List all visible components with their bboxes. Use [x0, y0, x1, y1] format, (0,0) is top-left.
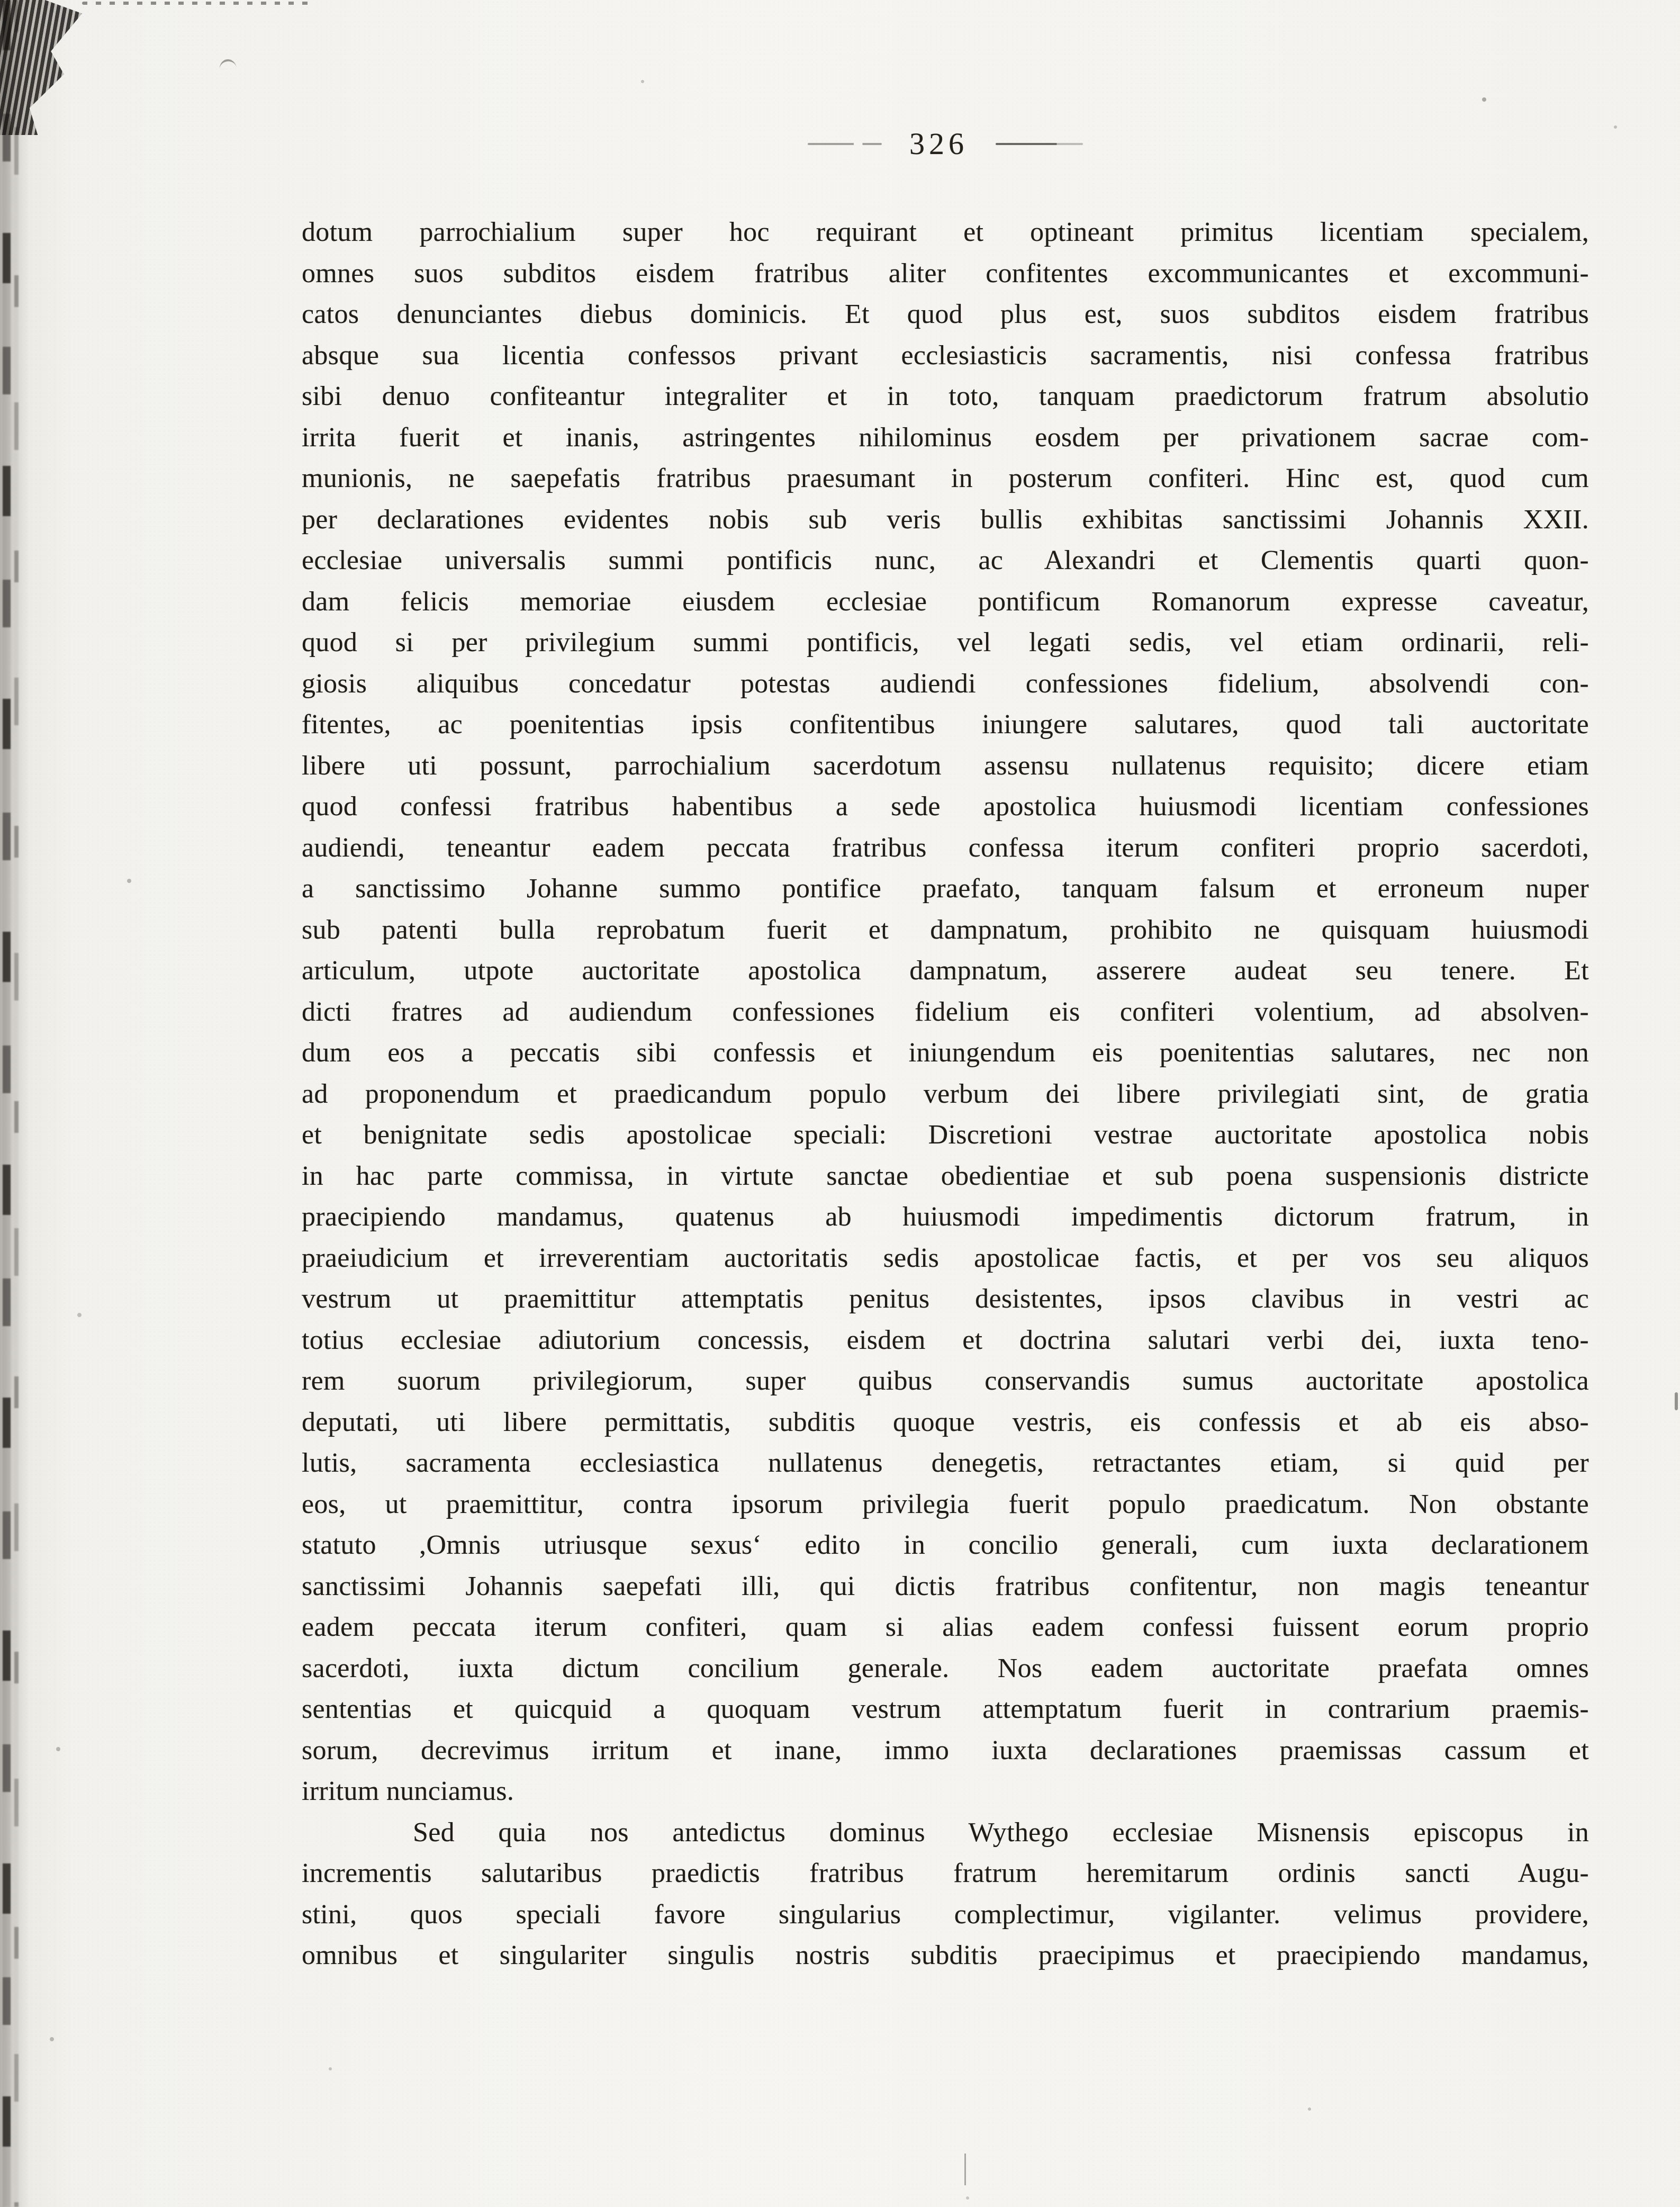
text-line: sanctissimi Johannis saepefati illi, qui dictis fratribus confitentur, non magis teneantur	[302, 1571, 1589, 1601]
text-line: eadem peccata iterum confiteri, quam si alias eadem confessi fuissent eorum proprio	[302, 1612, 1589, 1642]
text-line: eos, ut praemittitur, contra ipsorum privilegia fuerit populo praedicatum. Non obstante	[302, 1489, 1589, 1519]
text-line: sorum, decrevimus irritum et inane, immo iuxta declarationes praemissas cassum et	[302, 1735, 1589, 1765]
text-line: a sanctissimo Johanne summo pontifice praefato, tanquam falsum et erroneum nuper	[302, 873, 1589, 904]
paper-specks-artifact	[0, 0, 2, 2]
text-line: quod confessi fratribus habentibus a sede apostolica huiusmodi licentiam confessiones	[302, 791, 1589, 822]
text-line: et benignitate sedis apostolicae speciali: Discretioni vestrae auctoritate apostolica nobis	[302, 1120, 1589, 1150]
text-line: sententias et quicquid a quoquam vestrum attemptatum fuerit in contrarium praemis-	[302, 1694, 1589, 1724]
text-block	[302, 212, 1589, 1976]
right-edge-mark	[1675, 1392, 1678, 1410]
header-rule-right	[996, 143, 1083, 145]
text-line: ad proponendum et praedicandum populo verbum dei libere privilegiati sint, de gratia	[302, 1078, 1589, 1109]
top-edge-dots-artifact	[82, 2, 310, 5]
text-line: totius ecclesiae adiutorium concessis, eisdem et doctrina salutari verbi dei, iuxta teno-	[302, 1325, 1589, 1355]
text-line: quod si per privilegium summi pontificis, vel legati sedis, vel etiam ordinarii, reli-	[302, 627, 1589, 657]
text-line: audiendi, teneantur eadem peccata fratribus confessa iterum confiteri proprio sacerdoti,	[302, 832, 1589, 863]
text-line: libere uti possunt, parrochialium sacerdotum assensu nullatenus requisito; dicere etiam	[302, 750, 1589, 781]
text-line: praeiudicium et irreverentiam auctoritatis sedis apostolicae factis, et per vos seu aliquos	[302, 1242, 1589, 1273]
text-line: giosis aliquibus concedatur potestas audiendi confessiones fidelium, absolvendi con-	[302, 668, 1589, 699]
text-line: incrementis salutaribus praedictis fratribus fratrum heremitarum ordinis sancti Augu-	[302, 1858, 1589, 1888]
text-line: vestrum ut praemittitur attemptatis penitus desistentes, ipsos clavibus in vestri ac	[302, 1284, 1589, 1314]
text-line: munionis, ne saepefatis fratribus praesumant in posterum confiteri. Hinc est, quod cum	[302, 463, 1589, 493]
text-line: stini, quos speciali favore singularius complectimur, vigilanter. velimus providere,	[302, 1899, 1589, 1930]
bottom-scratch-mark	[964, 2154, 966, 2185]
page-number: 326	[909, 127, 968, 161]
text-line: sibi denuo confiteantur integraliter et in toto, tanquam praedictorum fratrum absolutio	[302, 381, 1589, 411]
text-line: omnibus et singulariter singulis nostris subditis praecipimus et praecipiendo mandamus,	[302, 1940, 1589, 1970]
text-line: omnes suos subditos eisdem fratribus aliter confitentes excommunicantes et excommuni-	[302, 258, 1589, 289]
text-line: dicti fratres ad audiendum confessiones fidelium eis confiteri volentium, ad absolven-	[302, 996, 1589, 1027]
corner-ink-blot-artifact	[0, 0, 82, 135]
text-line: dum eos a peccatis sibi confessis et iniungendum eis poenitentias salutares, nec non	[302, 1038, 1589, 1068]
text-line: irritum nunciamus.	[302, 1776, 514, 1806]
paragraph	[302, 1812, 1589, 1976]
text-line: irrita fuerit et inanis, astringentes nihilominus eosdem per privationem sacrae com-	[302, 422, 1589, 453]
text-line: statuto ,Omnis utriusque sexus‘ edito in concilio generali, cum iuxta declarationem	[302, 1530, 1589, 1560]
text-line: Sed quia nos antedictus dominus Wythego ecclesiae Misnensis episcopus in	[413, 1817, 1589, 1848]
text-line: ecclesiae universalis summi pontificis nunc, ac Alexandri et Clementis quarti quon-	[302, 545, 1589, 575]
text-line: sacerdoti, iuxta dictum concilium generale. Nos eadem auctoritate praefata omnes	[302, 1653, 1589, 1683]
text-line: per declarationes evidentes nobis sub veris bullis exhibitas sanctissimi Johannis XXII.	[302, 504, 1589, 535]
text-line: dotum parrochialium super hoc requirant et optineant primitus licentiam specialem,	[302, 217, 1589, 247]
text-line: fitentes, ac poenitentias ipsis confitentibus iniungere salutares, quod tali auctoritate	[302, 709, 1589, 740]
text-line: absque sua licentia confessos privant ecclesiasticis sacramentis, nisi confessa fratribus	[302, 340, 1589, 371]
text-line: rem suorum privilegiorum, super quibus conservandis sumus auctoritate apostolica	[302, 1366, 1589, 1396]
text-line: in hac parte commissa, in virtute sanctae obedientiae et sub poena suspensionis districte	[302, 1160, 1589, 1191]
text-line: praecipiendo mandamus, quatenus ab huiusmodi impedimentis dictorum fratrum, in	[302, 1202, 1589, 1232]
text-line: catos denunciantes diebus dominicis. Et quod plus est, suos subditos eisdem fratribus	[302, 299, 1589, 329]
page-header	[302, 126, 1589, 161]
binding-edge-artifact	[0, 0, 30, 2207]
text-line: lutis, sacramenta ecclesiastica nullatenus denegetis, retractantes etiam, si quid per	[302, 1448, 1589, 1478]
handwritten-tilde-mark	[219, 58, 237, 69]
text-line: deputati, uti libere permittatis, subditis quoque vestris, eis confessis et ab eis abso-	[302, 1407, 1589, 1437]
text-line: sub patenti bulla reprobatum fuerit et dampnatum, prohibito ne quisquam huiusmodi	[302, 914, 1589, 945]
header-rule-left	[808, 143, 882, 145]
text-line: articulum, utpote auctoritate apostolica dampnatum, asserere audeat seu tenere. Et	[302, 956, 1589, 986]
paragraph	[302, 212, 1589, 1812]
text-line: dam felicis memoriae eiusdem ecclesiae pontificum Romanorum expresse caveatur,	[302, 586, 1589, 617]
